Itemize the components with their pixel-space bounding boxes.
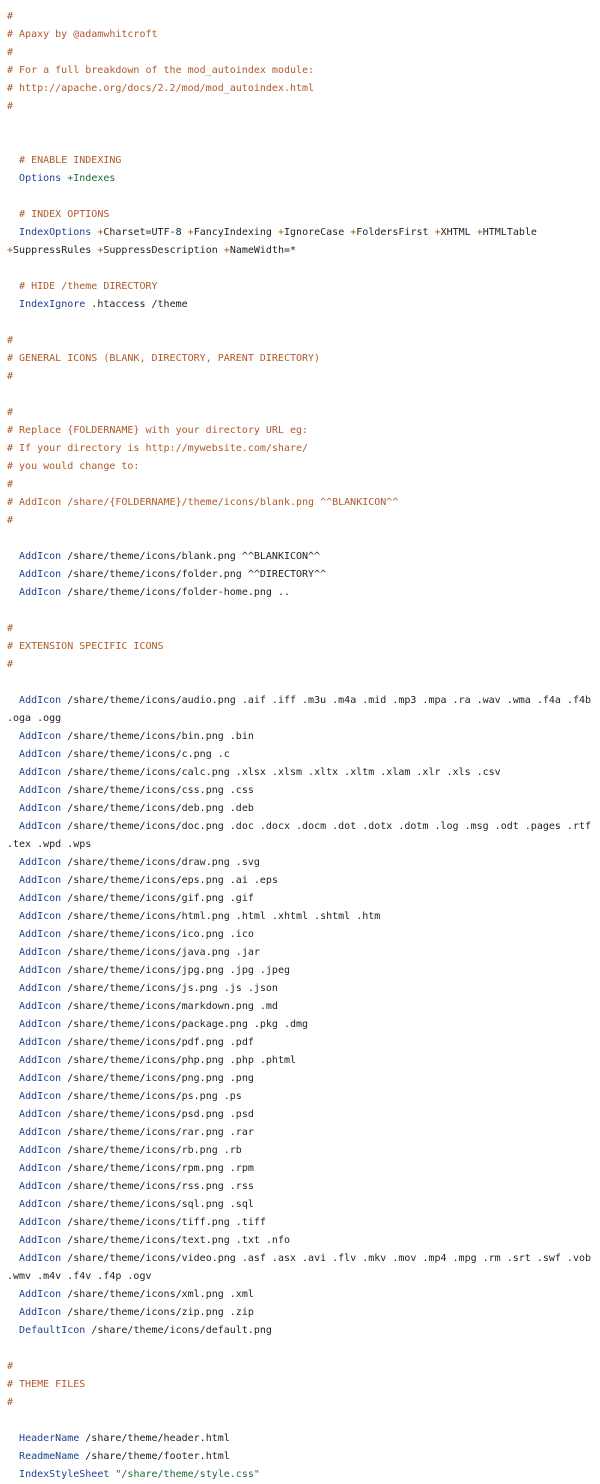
code-line <box>7 818 600 836</box>
directive-token: AddIcon <box>19 1181 62 1192</box>
code-line <box>7 458 600 476</box>
directive-token: AddIcon <box>19 731 62 742</box>
text-token <box>7 173 19 184</box>
directive-token: AddIcon <box>19 1235 62 1246</box>
text-token <box>7 569 19 580</box>
text-token: /share/theme/icons/java.png .jar <box>61 947 260 958</box>
text-token <box>7 965 19 976</box>
text-token: /share/theme/icons/tiff.png .tiff <box>61 1217 266 1228</box>
text-token <box>7 1019 19 1030</box>
directive-token: IndexIgnore <box>19 299 86 310</box>
comment-token: # <box>7 101 14 112</box>
text-token: .htaccess /theme <box>85 299 188 310</box>
directive-token: AddIcon <box>19 1055 62 1066</box>
code-line <box>7 1376 600 1394</box>
comment-token: # you would change to: <box>7 461 140 472</box>
code-line <box>7 1304 600 1322</box>
code-line <box>7 1466 600 1484</box>
text-token <box>7 1451 19 1462</box>
text-token <box>7 587 19 598</box>
comment-token: # EXTENSION SPECIFIC ICONS <box>7 641 164 652</box>
code-line <box>7 908 600 926</box>
text-token: /share/theme/icons/php.png .php .phtml <box>61 1055 297 1066</box>
text-token <box>7 893 19 904</box>
operator-token: + <box>350 227 357 238</box>
comment-token: # Replace {FOLDERNAME} with your directory URL eg: <box>7 425 309 436</box>
code-line <box>7 548 600 566</box>
comment-token: # <box>7 407 14 418</box>
directive-token: AddIcon <box>19 893 62 904</box>
text-token: SuppressRules <box>13 245 98 256</box>
code-line <box>7 350 600 368</box>
code-line <box>7 422 600 440</box>
comment-token: # <box>7 47 14 58</box>
operator-token: + <box>434 227 441 238</box>
text-token: Charset=UTF-8 <box>103 227 188 238</box>
directive-token: AddIcon <box>19 857 62 868</box>
directive-token: DefaultIcon <box>19 1325 86 1336</box>
code-line <box>7 944 600 962</box>
text-token <box>7 209 19 220</box>
text-token: /share/theme/icons/rb.png .rb <box>61 1145 242 1156</box>
comment-token: # HIDE /theme DIRECTORY <box>19 281 158 292</box>
text-token <box>7 299 19 310</box>
text-token <box>7 695 19 706</box>
text-token <box>7 1253 19 1264</box>
code-line <box>7 1358 600 1376</box>
text-token: NameWidth=* <box>229 245 297 256</box>
text-token <box>7 947 19 958</box>
code-line <box>7 728 600 746</box>
text-token: /share/theme/icons/eps.png .ai .eps <box>61 875 278 886</box>
text-token <box>7 1469 19 1480</box>
text-token <box>7 1289 19 1300</box>
comment-token: # <box>7 623 14 634</box>
comment-token: # <box>7 479 14 490</box>
text-token <box>7 1091 19 1102</box>
code-line <box>7 1322 600 1340</box>
code-line <box>7 278 600 296</box>
text-token: SuppressDescription <box>103 245 224 256</box>
comment-token: # GENERAL ICONS (BLANK, DIRECTORY, PARENT DIRECTORY) <box>7 353 321 364</box>
directive-token: AddIcon <box>19 1253 62 1264</box>
code-line <box>7 782 600 800</box>
code-line <box>7 1340 600 1358</box>
text-token: /share/theme/icons/audio.png .aif .iff .m3u .m4a .mid .mp3 .mpa .ra .wav .wma .f4a .f4b <box>61 695 592 706</box>
code-line <box>7 368 600 386</box>
text-token <box>7 1433 19 1444</box>
text-token <box>7 1073 19 1084</box>
code-line <box>7 1178 600 1196</box>
code-line <box>7 512 600 530</box>
code-line <box>7 26 600 44</box>
operator-token: + <box>277 227 285 238</box>
text-token <box>7 1109 19 1120</box>
code-line <box>7 1412 600 1430</box>
text-token <box>7 1037 19 1048</box>
code-line <box>7 566 600 584</box>
code-line <box>7 1016 600 1034</box>
text-token: /share/theme/icons/psd.png .psd <box>61 1109 254 1120</box>
comment-token: # If your directory is http://mywebsite.com/share/ <box>7 443 309 454</box>
code-line <box>7 998 600 1016</box>
comment-token: # ENABLE INDEXING <box>19 155 122 166</box>
operator-token: + <box>7 245 14 256</box>
code-line <box>7 584 600 602</box>
text-token: /share/theme/icons/video.png .asf .asx .avi .flv .mkv .mov .mp4 .mpg .rm .srt .swf .vob <box>61 1253 592 1264</box>
directive-token: AddIcon <box>19 1127 62 1138</box>
directive-token: AddIcon <box>19 1163 62 1174</box>
code-line <box>7 962 600 980</box>
code-line <box>7 800 600 818</box>
text-token: /share/theme/icons/draw.png .svg <box>61 857 260 868</box>
text-token: /share/theme/icons/js.png .js .json <box>61 983 278 994</box>
text-token <box>7 983 19 994</box>
text-token: /share/theme/icons/rss.png .rss <box>61 1181 254 1192</box>
text-token <box>7 1181 19 1192</box>
text-token: /share/theme/icons/ps.png .ps <box>61 1091 242 1102</box>
directive-token: AddIcon <box>19 803 62 814</box>
code-line <box>7 1052 600 1070</box>
code-line <box>7 980 600 998</box>
text-token <box>7 1235 19 1246</box>
text-token: /share/theme/icons/gif.png .gif <box>61 893 254 904</box>
comment-token: # AddIcon /share/{FOLDERNAME}/theme/icons/blank.png ^^BLANKICON^^ <box>7 497 399 508</box>
code-line <box>7 1250 600 1268</box>
code-line <box>7 206 600 224</box>
code-line <box>7 1394 600 1412</box>
code-line <box>7 224 600 242</box>
code-line <box>7 296 600 314</box>
code-line <box>7 8 600 26</box>
directive-token: AddIcon <box>19 1091 62 1102</box>
text-token <box>7 227 19 238</box>
text-token: /share/theme/icons/calc.png .xlsx .xlsm .xltx .xltm .xlam .xlr .xls .csv <box>61 767 501 778</box>
code-line <box>7 926 600 944</box>
text-token <box>7 1055 19 1066</box>
text-token: /share/theme/icons/bin.png .bin <box>61 731 254 742</box>
comment-token: # <box>7 1361 14 1372</box>
comment-token: # Apaxy by @adamwhitcroft <box>7 29 158 40</box>
code-line <box>7 710 600 728</box>
code-line <box>7 404 600 422</box>
text-token: /share/theme/icons/ico.png .ico <box>61 929 254 940</box>
text-token: /share/theme/icons/sql.png .sql <box>61 1199 254 1210</box>
code-line <box>7 692 600 710</box>
code-line <box>7 854 600 872</box>
text-token: /share/theme/icons/folder-home.png .. <box>61 587 290 598</box>
text-token <box>7 1163 19 1174</box>
text-token: /share/theme/icons/folder.png ^^DIRECTORY^^ <box>61 569 327 580</box>
text-token: FancyIndexing <box>193 227 278 238</box>
operator-token: + <box>97 245 104 256</box>
directive-token: AddIcon <box>19 1145 62 1156</box>
code-line <box>7 638 600 656</box>
text-token: /share/theme/icons/rpm.png .rpm <box>61 1163 254 1174</box>
code-line <box>7 674 600 692</box>
code-line <box>7 44 600 62</box>
code-line <box>7 440 600 458</box>
directive-token: AddIcon <box>19 875 62 886</box>
comment-token: # THEME FILES <box>7 1379 86 1390</box>
directive-token: AddIcon <box>19 965 62 976</box>
code-line <box>7 1286 600 1304</box>
code-line <box>7 170 600 188</box>
text-token: /share/theme/icons/png.png .png <box>61 1073 254 1084</box>
directive-token: AddIcon <box>19 1073 62 1084</box>
code-line <box>7 890 600 908</box>
code-line <box>7 602 600 620</box>
code-line <box>7 188 600 206</box>
text-token: /share/theme/icons/deb.png .deb <box>61 803 254 814</box>
directive-token: AddIcon <box>19 821 62 832</box>
text-token: .tex .wpd .wps <box>7 839 92 850</box>
text-token <box>7 1001 19 1012</box>
value-token: "/share/theme/style.css" <box>115 1469 260 1480</box>
code-line <box>7 746 600 764</box>
comment-token: # http://apache.org/docs/2.2/mod/mod_autoindex.html <box>7 83 315 94</box>
text-token: /share/theme/icons/html.png .html .xhtml .shtml .htm <box>61 911 381 922</box>
text-token <box>7 1325 19 1336</box>
comment-token: # <box>7 371 14 382</box>
text-token <box>7 1217 19 1228</box>
text-token: /share/theme/icons/package.png .pkg .dmg <box>61 1019 309 1030</box>
text-token <box>7 767 19 778</box>
comment-token: # <box>7 515 14 526</box>
directive-token: HeaderName <box>19 1433 80 1444</box>
operator-token: + <box>476 227 483 238</box>
directive-token: AddIcon <box>19 911 62 922</box>
code-line <box>7 332 600 350</box>
code-line <box>7 152 600 170</box>
directive-token: AddIcon <box>19 551 62 562</box>
directive-token: AddIcon <box>19 1001 62 1012</box>
text-token <box>7 749 19 760</box>
code-line <box>7 1034 600 1052</box>
text-token: /share/theme/icons/jpg.png .jpg .jpeg <box>61 965 290 976</box>
text-token: /share/theme/icons/doc.png .doc .docx .docm .dot .dotx .dotm .log .msg .odt .pages .rtf <box>61 821 592 832</box>
code-line <box>7 1088 600 1106</box>
text-token <box>7 785 19 796</box>
text-token <box>7 929 19 940</box>
text-token: /share/theme/icons/default.png <box>85 1325 272 1336</box>
directive-token: AddIcon <box>19 767 62 778</box>
comment-token: # <box>7 659 14 670</box>
comment-token: # INDEX OPTIONS <box>19 209 110 220</box>
directive-token: ReadmeName <box>19 1451 80 1462</box>
code-line <box>7 1268 600 1286</box>
code-line <box>7 1196 600 1214</box>
code-line <box>7 1448 600 1466</box>
comment-token: # <box>7 335 14 346</box>
directive-token: AddIcon <box>19 1217 62 1228</box>
text-token <box>7 875 19 886</box>
directive-token: AddIcon <box>19 1019 62 1030</box>
text-token: /share/theme/icons/xml.png .xml <box>61 1289 254 1300</box>
text-token: /share/theme/icons/css.png .css <box>61 785 254 796</box>
text-token: HTMLTable <box>482 227 537 238</box>
code-line <box>7 494 600 512</box>
code-line <box>7 1430 600 1448</box>
text-token: XHTML <box>440 227 477 238</box>
text-token <box>7 1127 19 1138</box>
code-line <box>7 836 600 854</box>
text-token: /share/theme/icons/markdown.png .md <box>61 1001 278 1012</box>
directive-token: Options <box>19 173 62 184</box>
comment-token: # <box>7 11 14 22</box>
code-line <box>7 134 600 152</box>
text-token: .wmv .m4v .f4v .f4p .ogv <box>7 1271 152 1282</box>
text-token <box>7 1199 19 1210</box>
code-line <box>7 80 600 98</box>
text-token <box>7 857 19 868</box>
code-line <box>7 764 600 782</box>
directive-token: AddIcon <box>19 695 62 706</box>
text-token: /share/theme/icons/text.png .txt .nfo <box>61 1235 290 1246</box>
code-line <box>7 386 600 404</box>
text-token: /share/theme/footer.html <box>79 1451 230 1462</box>
text-token <box>7 1145 19 1156</box>
code-line <box>7 1160 600 1178</box>
operator-token: + <box>97 227 104 238</box>
directive-token: AddIcon <box>19 785 62 796</box>
code-line <box>7 242 600 260</box>
code-line <box>7 1124 600 1142</box>
text-token <box>7 821 19 832</box>
text-token <box>7 911 19 922</box>
code-line <box>7 872 600 890</box>
code-line <box>7 62 600 80</box>
text-token <box>7 281 19 292</box>
directive-token: AddIcon <box>19 1037 62 1048</box>
comment-token: # For a full breakdown of the mod_autoindex module: <box>7 65 315 76</box>
directive-token: AddIcon <box>19 983 62 994</box>
text-token: /share/theme/icons/pdf.png .pdf <box>61 1037 254 1048</box>
directive-token: IndexOptions <box>19 227 92 238</box>
text-token: /share/theme/icons/blank.png ^^BLANKICON^^ <box>61 551 321 562</box>
text-token <box>7 1307 19 1318</box>
operator-token: + <box>187 227 194 238</box>
directive-token: IndexStyleSheet <box>19 1469 110 1480</box>
code-line <box>7 530 600 548</box>
text-token <box>7 155 19 166</box>
text-token <box>7 803 19 814</box>
text-token: /share/theme/icons/c.png .c <box>61 749 230 760</box>
text-token: IgnoreCase <box>284 227 351 238</box>
text-token: FoldersFirst <box>356 227 435 238</box>
code-line <box>7 314 600 332</box>
text-token: /share/theme/icons/rar.png .rar <box>61 1127 254 1138</box>
text-token <box>7 731 19 742</box>
comment-token: # <box>7 1397 14 1408</box>
code-line <box>7 1106 600 1124</box>
operator-token: + <box>223 245 230 256</box>
code-line <box>7 260 600 278</box>
text-token <box>7 551 19 562</box>
directive-token: AddIcon <box>19 1199 62 1210</box>
code-line <box>7 1142 600 1160</box>
directive-token: AddIcon <box>19 1289 62 1300</box>
directive-token: AddIcon <box>19 1109 62 1120</box>
code-line <box>7 1214 600 1232</box>
text-token: /share/theme/icons/zip.png .zip <box>61 1307 254 1318</box>
text-token: /share/theme/header.html <box>79 1433 230 1444</box>
code-line <box>7 98 600 116</box>
directive-token: AddIcon <box>19 1307 62 1318</box>
directive-token: AddIcon <box>19 569 62 580</box>
directive-token: AddIcon <box>19 947 62 958</box>
code-line <box>7 656 600 674</box>
directive-token: AddIcon <box>19 749 62 760</box>
code-line <box>7 1070 600 1088</box>
value-token: +Indexes <box>67 173 116 184</box>
code-line <box>7 1232 600 1250</box>
code-line <box>7 116 600 134</box>
directive-token: AddIcon <box>19 929 62 940</box>
code-line <box>7 476 600 494</box>
directive-token: AddIcon <box>19 587 62 598</box>
code-line <box>7 620 600 638</box>
text-token: .oga .ogg <box>7 713 62 724</box>
